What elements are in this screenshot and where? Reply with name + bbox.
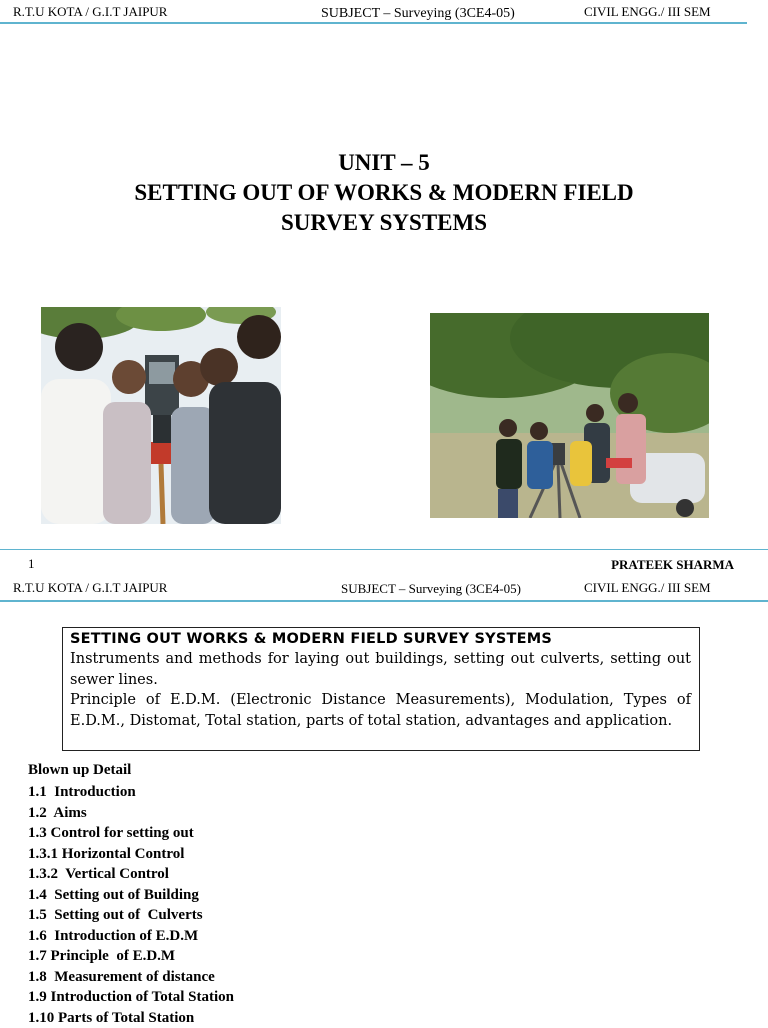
page2-header — [0, 576, 768, 600]
list-item: 1.5 Setting out of Culverts — [28, 905, 234, 926]
syllabus-box — [62, 627, 700, 751]
header-institute: R.T.U KOTA / G.I.T JAIPUR — [13, 4, 167, 20]
syllabus-paragraph-1: Instruments and methods for laying out buildings, setting out culverts, setting out sewer lines. — [70, 649, 691, 690]
list-item: 1.3.1 Horizontal Control — [28, 844, 234, 865]
page2-header-rule — [0, 600, 768, 602]
list-item: 1.7 Principle of E.D.M — [28, 946, 234, 967]
syllabus-text — [70, 649, 691, 731]
list-item: 1.4 Setting out of Building — [28, 885, 234, 906]
unit-number: UNIT – 5 — [0, 148, 768, 178]
unit-title-line1: SETTING OUT OF WORKS & MODERN FIELD — [0, 178, 768, 208]
list-item: 1.8 Measurement of distance — [28, 967, 234, 988]
list-item: 1.1 Introduction — [28, 782, 234, 803]
header-subject: SUBJECT – Surveying (3CE4-05) — [321, 6, 515, 22]
header-rule — [0, 22, 747, 24]
footer-rule — [0, 549, 768, 550]
header-branch: CIVIL ENGG./ III SEM — [584, 4, 711, 20]
list-item: 1.3 Control for setting out — [28, 823, 234, 844]
list-item: 1.2 Aims — [28, 803, 234, 824]
page-number: 1 — [28, 556, 35, 572]
syllabus-paragraph-2: Principle of E.D.M. (Electronic Distance Measurements), Modulation, Types of E.D.M., Distomat, Total station, parts of total station, advantages and application. — [70, 690, 691, 731]
header-subject: SUBJECT – Surveying (3CE4-05) — [341, 581, 521, 597]
page-header — [0, 0, 768, 24]
list-item: 1.10 Parts of Total Station — [28, 1008, 234, 1028]
list-item: 1.6 Introduction of E.D.M — [28, 926, 234, 947]
contents-list — [28, 782, 234, 1028]
header-branch: CIVIL ENGG./ III SEM — [584, 580, 711, 596]
author-name: PRATEEK SHARMA — [611, 557, 734, 573]
unit-title-line2: SURVEY SYSTEMS — [0, 208, 768, 238]
students-surveying-under-tree-photo — [430, 313, 709, 518]
contents-heading: Blown up Detail — [28, 762, 131, 779]
list-item: 1.9 Introduction of Total Station — [28, 987, 234, 1008]
header-institute: R.T.U KOTA / G.I.T JAIPUR — [13, 580, 167, 596]
students-with-total-station-photo — [41, 307, 281, 524]
syllabus-title: SETTING OUT WORKS & MODERN FIELD SURVEY SYSTEMS — [70, 630, 691, 649]
list-item: 1.3.2 Vertical Control — [28, 864, 234, 885]
